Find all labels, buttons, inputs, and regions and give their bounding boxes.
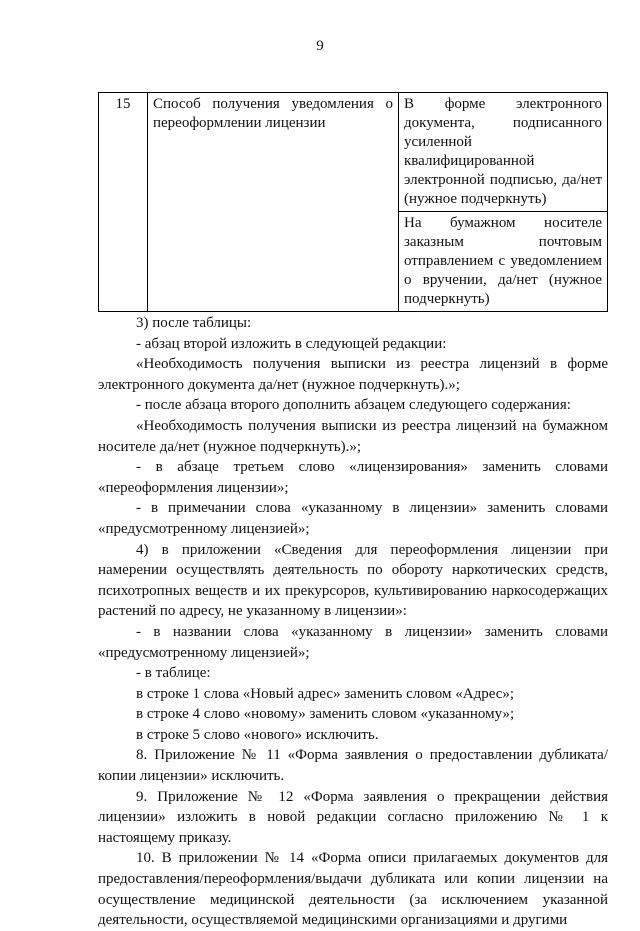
- paragraph: - в таблице:: [136, 665, 211, 682]
- paragraph: «Необходимость получения выписки из реестра лицензий на бумажном носителе да/нет (нужное подчеркнуть).»;: [98, 417, 608, 455]
- row-number: 15: [99, 93, 148, 312]
- body-text: [98, 313, 608, 931]
- paragraph: - в абзаце третьем слово «лицензирования» заменить словами «переоформления лицензии»;: [98, 459, 608, 496]
- paragraph: 3) после таблицы:: [136, 315, 252, 331]
- paragraph: 10. В приложении № 14 «Форма описи прилагаемых документов для предоставления/переоформления/выдачи дубликата или копии лицензии на осуществление медицинской деятельности (за исключением указанной деятельности, осуществляемой медицинскими организациями и другими: [98, 850, 608, 929]
- paragraph: - в примечании слова «указанному в лицензии» заменить словами «предусмотренному лицензией»;: [98, 500, 608, 537]
- option-electronic: В форме электронного документа, подписанного усиленной квалифицированной электронной подписью, да/нет (нужное подчеркнуть): [399, 93, 608, 212]
- table-row: [99, 93, 608, 212]
- paragraph: 8. Приложение № 11 «Форма заявления о предоставлении дубликата/копии лицензии» исключить.: [98, 747, 608, 785]
- page-number: 9: [316, 38, 324, 54]
- paragraph: 9. Приложение № 12 «Форма заявления о прекращении действия лицензии» изложить в новой редакции согласно приложению № 1 к настоящему приказу.: [98, 788, 608, 846]
- paragraph: 4) в приложении «Сведения для переоформления лицензии при намерении осуществлять деятельность по обороту наркотических средств, психотропных веществ и их прекурсоров, культивированию наркосодержащих растений по адресу, не указанному в лицензии»:: [98, 541, 608, 620]
- paragraph: в строке 4 слово «новому» заменить словом «указанному»;: [136, 706, 515, 723]
- paragraph: в строке 5 слово «нового» исключить.: [136, 726, 379, 743]
- paragraph: - абзац второй изложить в следующей редакции:: [136, 335, 447, 352]
- paragraph: в строке 1 слова «Новый адрес» заменить словом «Адрес»;: [136, 685, 515, 702]
- form-table: [98, 92, 608, 312]
- paragraph: - после абзаца второго дополнить абзацем следующего содержания:: [136, 397, 571, 414]
- row-name: Способ получения уведомления о переоформлении лицензии: [148, 93, 399, 312]
- paragraph: - в названии слова «указанному в лицензии» заменить словами «предусмотренному лицензией»;: [98, 623, 608, 661]
- option-paper: На бумажном носителе заказным почтовым отправлением с уведомлением о вручении, да/нет (нужное подчеркнуть): [399, 212, 608, 312]
- paragraph: «Необходимость получения выписки из реестра лицензий в форме электронного документа да/нет (нужное подчеркнуть).»;: [98, 356, 608, 393]
